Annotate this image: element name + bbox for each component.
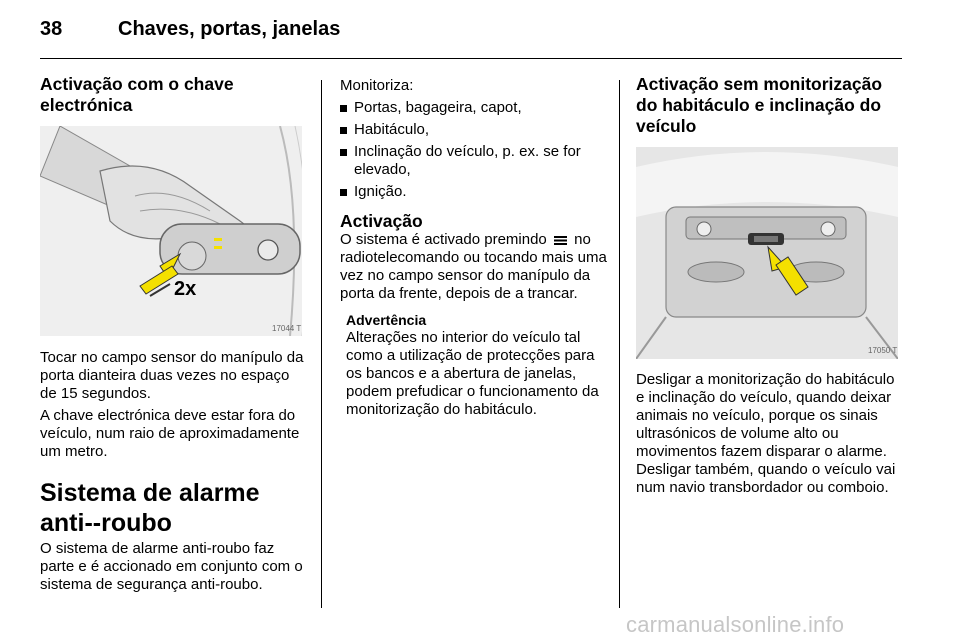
paragraph-touch-sensor: Tocar no campo sensor do manípulo da porta dianteira duas vezes no espaço de 15 segundos.	[40, 349, 304, 402]
monitor-intro: Monitoriza:	[340, 77, 414, 94]
bullet-icon	[340, 149, 347, 156]
monitor-list	[340, 99, 608, 201]
header-rule	[40, 58, 902, 59]
roof-console-illustration	[636, 147, 898, 359]
section-title-deactivate-monitoring: Activação sem monitorização do habitáculo e inclinação do veículo	[636, 74, 883, 136]
page-header	[40, 14, 900, 60]
figure-label-2x: 2x	[174, 278, 197, 300]
column-2	[340, 77, 608, 419]
list-item: Portas, bagageira, capot,	[340, 99, 608, 117]
chapter-title: Chaves, portas, janelas	[118, 18, 341, 40]
note-title: Advertência	[346, 312, 427, 328]
column-1	[40, 74, 308, 594]
watermark: carmanualsonline.info	[626, 612, 845, 637]
column-divider-2	[619, 80, 620, 608]
bullet-icon	[340, 189, 347, 196]
column-divider-1	[321, 80, 322, 608]
paragraph-deactivate-reason: Desligar a monitorização do habitáculo e inclinação do veículo, quando deixar animais no veículo, porque os sinais ultrasónicos de volume alto ou movimentos fazem disparar o alarme. Desligar também, quando o veículo vai num navio transbordador ou comboio.	[636, 371, 896, 496]
figure-door-handle	[40, 126, 302, 336]
section-title-activation: Activação	[340, 211, 423, 231]
paragraph-activation: O sistema é activado premindo no radiotelecomando ou tocando mais uma vez no campo sensor do manípulo da porta da frente, depois de a trancar.	[340, 231, 607, 302]
page-number: 38	[40, 18, 63, 40]
list-item: Inclinação do veículo, p. ex. se for elevado,	[340, 143, 608, 179]
section-title-alarm: Sistema de alarme anti--roubo	[40, 479, 260, 537]
list-item: Habitáculo,	[340, 121, 608, 139]
section-title-electronic-key: Activação com o chave electrónica	[40, 74, 234, 115]
paragraph-key-range: A chave electrónica deve estar fora do veículo, num raio de aproximadamente um metro.	[40, 407, 300, 460]
column-3	[636, 74, 904, 497]
figure-interior-button	[636, 147, 898, 359]
bullet-icon	[340, 127, 347, 134]
list-item: Ignição.	[340, 183, 608, 201]
bullet-icon	[340, 105, 347, 112]
figure-code: 17050 T	[868, 346, 898, 355]
figure-code: 17044 T	[272, 324, 302, 333]
note-body: Alterações no interior do veículo tal como a utilização de protecções para os bancos e a abertura de janelas, podem prefudicar o funcionamento da monitorização do habitáculo.	[346, 329, 599, 418]
remote-lock-icon	[553, 235, 568, 245]
paragraph-alarm-system: O sistema de alarme anti-roubo faz parte e é accionado em conjunto com o sistema de segurança anti-roubo.	[40, 540, 303, 593]
door-handle-illustration	[40, 126, 302, 336]
warning-note	[346, 312, 608, 419]
